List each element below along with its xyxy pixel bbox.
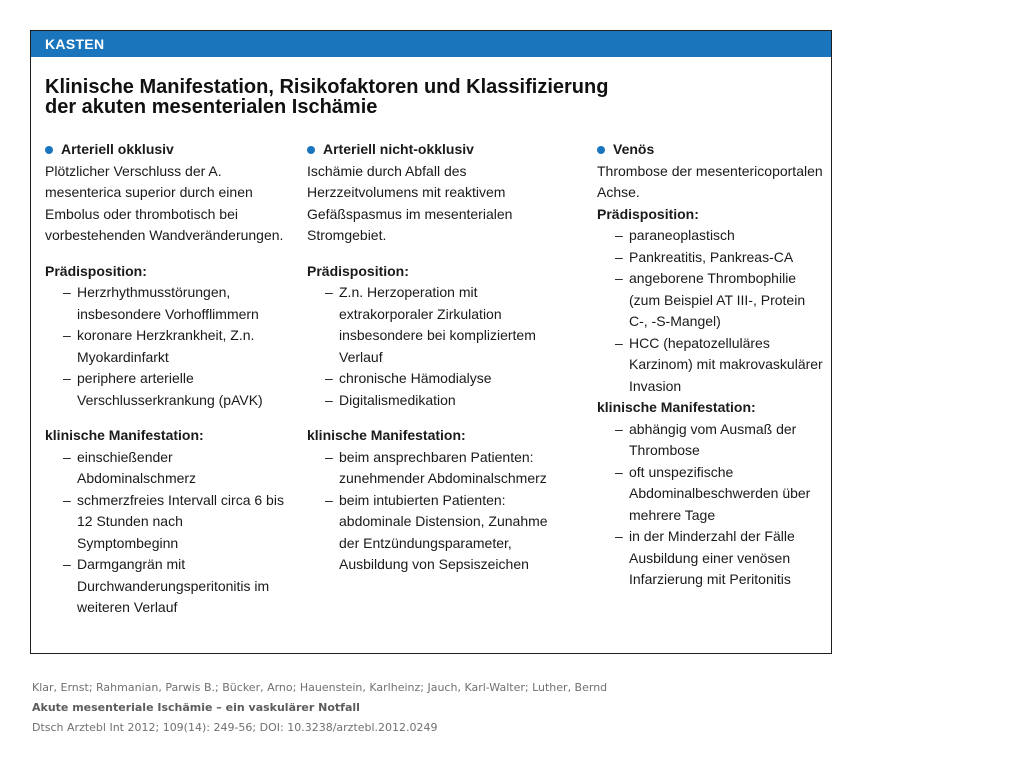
dash-icon: –	[63, 327, 71, 343]
dash-icon: –	[63, 556, 71, 572]
list-item	[307, 447, 557, 490]
list-item	[597, 225, 827, 247]
column-arteriell-nicht-okklusiv	[307, 139, 557, 576]
citation	[32, 678, 607, 738]
list-item-text: Digitalismedikation	[339, 391, 456, 408]
column-heading-text: Arteriell nicht-okklusiv	[323, 141, 474, 157]
box-title	[45, 77, 608, 117]
bullet-dot-icon	[45, 146, 53, 154]
dash-icon: –	[63, 284, 71, 300]
dash-icon: –	[325, 284, 333, 300]
list-item-text: paraneoplastisch	[629, 227, 735, 243]
column-venoes	[597, 139, 827, 591]
column-arteriell-okklusiv	[45, 139, 285, 619]
citation-source: Dtsch Arztebl Int 2012; 109(14): 249-56; DOI: 10.3238/arztebl.2012.0249	[32, 721, 438, 734]
list-item	[45, 325, 285, 368]
list-item-text: periphere arterielle Verschlusserkrankung (pAVK)	[77, 370, 263, 408]
dash-list	[45, 447, 285, 619]
dash-icon: –	[325, 448, 333, 465]
dash-list	[597, 225, 827, 397]
list-item	[307, 368, 557, 390]
citation-authors: Klar, Ernst; Rahmanian, Parwis B.; Bücker, Arno; Hauenstein, Karlheinz; Jauch, Karl-Walter; Luther, Bernd	[32, 681, 608, 694]
dash-icon: –	[615, 248, 623, 265]
list-item	[307, 490, 557, 576]
dash-list	[597, 419, 827, 591]
list-item	[45, 447, 285, 490]
column-heading-text: Venös	[613, 141, 655, 157]
list-item	[45, 554, 285, 619]
list-item-text: Darmgangrän mit Durchwanderungsperitonitis im weiteren Verlauf	[77, 556, 270, 615]
dash-icon: –	[325, 370, 333, 386]
dash-icon: –	[615, 227, 623, 243]
column-heading	[597, 139, 827, 161]
list-item-text: Pankreatitis, Pankreas-CA	[629, 248, 794, 265]
dash-icon: –	[63, 491, 71, 508]
list-item	[597, 462, 827, 527]
dash-icon: –	[63, 370, 71, 386]
list-item-text: Herzrhythmusstörungen, insbesondere Vorhofflimmern	[77, 284, 259, 322]
list-item-text: beim intubierten Patienten: abdominale Distension, Zunahme der Entzündungsparameter, Ausbildung von Sepsiszeichen	[339, 491, 548, 572]
column-description: Thrombose der mesentericoportalen Achse.	[597, 162, 823, 200]
section-title: Prädisposition:	[307, 262, 409, 279]
list-item-text: beim ansprechbaren Patienten: zunehmender Abdominalschmerz	[339, 448, 547, 486]
column-description: Plötzlicher Verschluss der A. mesenterica superior durch einen Embolus oder thrombotisch bei vorbestehenden Wandveränderungen.	[45, 162, 284, 243]
dash-list	[307, 447, 557, 576]
column-heading	[45, 139, 285, 161]
list-item-text: abhängig vom Ausmaß der Thrombose	[629, 420, 797, 458]
list-item	[45, 282, 285, 325]
section-title: klinische Manifestation:	[597, 399, 756, 415]
column-heading-text: Arteriell okklusiv	[61, 141, 174, 157]
list-item	[307, 390, 557, 412]
list-item-text: Z.n. Herzoperation mit extrakorporaler Zirkulation insbesondere bei kompliziertem Verlauf	[339, 284, 536, 365]
list-item-text: koronare Herzkrankheit, Z.n. Myokardinfarkt	[77, 327, 255, 365]
list-item-text: angeborene Thrombophilie (zum Beispiel AT III-, Protein C-, -S-Mangel)	[629, 270, 806, 329]
section-title: klinische Manifestation:	[307, 427, 466, 443]
bullet-dot-icon	[307, 146, 315, 154]
box-title-line-1: Klinische Manifestation, Risikofaktoren und Klassifizierung	[45, 76, 609, 98]
dash-icon: –	[615, 334, 623, 351]
list-item-text: oft unspezifische Abdominalbeschwerden über mehrere Tage	[629, 463, 811, 523]
list-item-text: HCC (hepatozelluläres Karzinom) mit makrovaskulärer Invasion	[629, 334, 823, 394]
list-item	[45, 490, 285, 555]
box-header: KASTEN	[31, 31, 831, 57]
section-title: Prädisposition:	[45, 262, 147, 279]
box-title-line-2: der akuten mesenterialen Ischämie	[45, 96, 378, 118]
dash-list	[307, 282, 557, 411]
list-item	[597, 333, 827, 398]
list-item-text: einschießender Abdominalschmerz	[77, 448, 197, 486]
dash-icon: –	[615, 463, 623, 480]
dash-icon: –	[615, 528, 623, 544]
list-item-text: in der Minderzahl der Fälle Ausbildung einer venösen Infarzierung mit Peritonitis	[629, 528, 795, 587]
list-item	[597, 268, 827, 333]
dash-icon: –	[615, 270, 623, 286]
dash-icon: –	[325, 491, 333, 508]
list-item	[45, 368, 285, 411]
list-item	[597, 247, 827, 269]
list-item	[597, 419, 827, 462]
info-box	[30, 30, 832, 654]
citation-title: Akute mesenteriale Ischämie – ein vaskulärer Notfall	[32, 701, 360, 714]
column-description: Ischämie durch Abfall des Herzzeitvolumens mit reaktivem Gefäßspasmus im mesenterialen Stromgebiet.	[307, 162, 513, 243]
bullet-dot-icon	[597, 146, 605, 154]
dash-icon: –	[615, 420, 623, 437]
list-item-text: schmerzfreies Intervall circa 6 bis 12 Stunden nach Symptombeginn	[77, 491, 284, 551]
list-item	[307, 282, 557, 368]
dash-icon: –	[63, 448, 71, 465]
list-item	[597, 526, 827, 591]
list-item-text: chronische Hämodialyse	[339, 370, 492, 386]
dash-icon: –	[325, 391, 333, 408]
section-title: Prädisposition:	[597, 205, 699, 222]
column-heading	[307, 139, 557, 161]
dash-list	[45, 282, 285, 411]
section-title: klinische Manifestation:	[45, 427, 204, 443]
